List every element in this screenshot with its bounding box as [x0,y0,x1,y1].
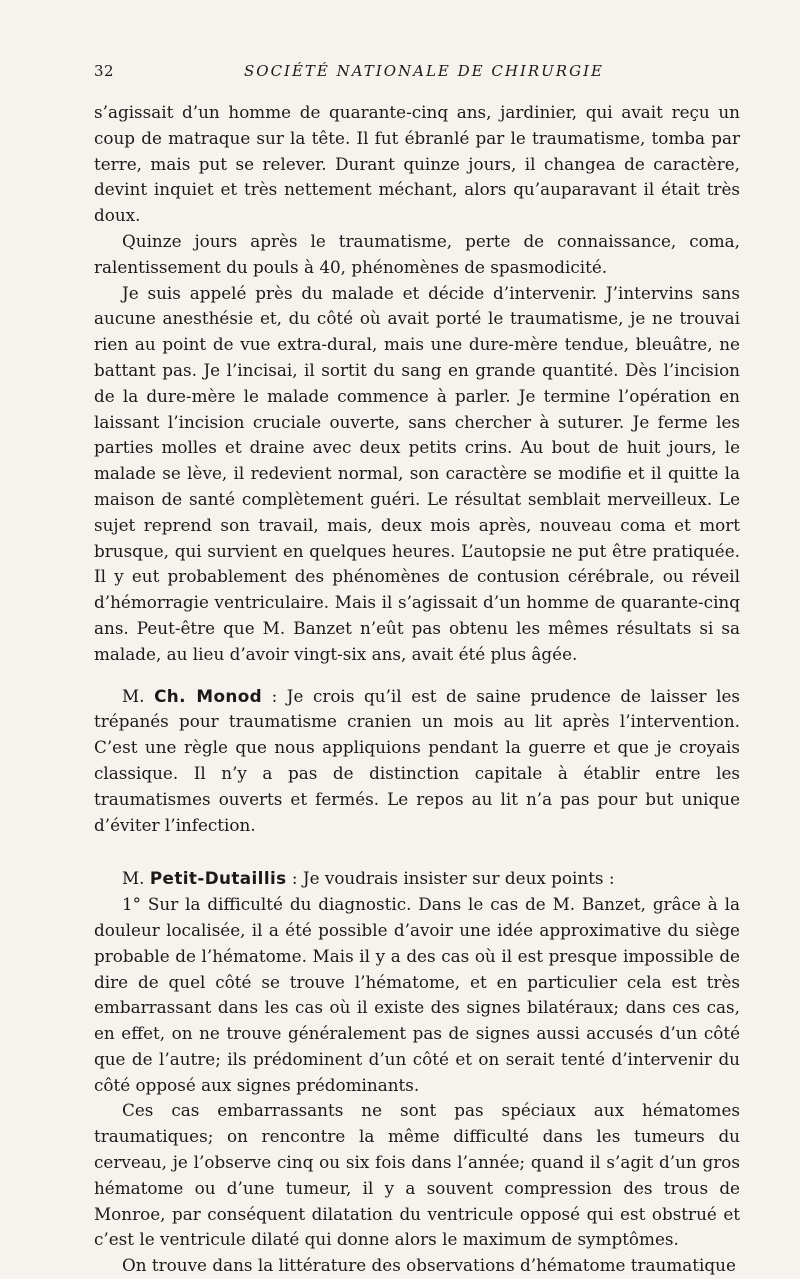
running-head [94,62,740,84]
speaker-petit-dutaillis: Petit-Dutaillis [149,868,287,889]
page-number: 32 [94,62,115,80]
speaker-prefix: M. [122,685,155,706]
paragraph-literature: On trouve dans la littérature des observations d’hématome traumatique [122,1255,736,1276]
statement-monod: : Je crois qu’il est de saine prudence de laisser les trépanés pour traumatisme cranien un mois au lit après l’intervention. C’est une règle que nous appliquions pendant la guerre et que je croyais classique. Il n’y a pas de distinction capitale à établir entre les traumatismes ouverts et fermés. Le repos au lit n’a pas pour but unique d’éviter l’infection. [94,685,741,835]
paragraph-embarrassing-cases: Ces cas embarrassants ne sont pas spéciaux aux hématomes traumatiques; on rencontre la même difficulté dans les tumeurs du cerveau, je l’observe cinq ou six fois dans l’année; quand il s’agit d’un gros hématome ou d’une tumeur, il y a souvent compression des trous de Monroe, par conséquent dilatation du ventricule opposé qui est obstrué et c’est le ventricule dilaté qui donne alors le maximum de symptômes. [94,1100,740,1250]
speaker-monod: Ch. Monod [154,685,263,706]
paragraph-operation: Je suis appelé près du malade et décide d’intervenir. J’intervins sans aucune anesthésie et, du côté où avait porté le traumatisme, je ne trouvai rien au point de vue extra-dural, mais une dure-mère tendue, bleuâtre, ne battant pas. Je l’incisai, il sortit du sang en grande quantité. Dès l’incision de la dure-mère le malade commence à parler. Je termine l’opération en laissant l’incision cruciale ouverte, sans chercher à suturer. Je ferme les parties molles et draine avec deux petits crins. Au bout de huit jours, le malade se lève, il redevient normal, son caractère se modifie et il quitte la maison de santé complètement guéri. Le résultat semblait merveilleux. Le sujet reprend son travail, mais, deux mois après, nouveau coma et mort brusque, qui survient en quelques heures. L’autopsie ne put être pratiquée. Il y eut probablement des phénomènes de contusion cérébrale, ou réveil d’hémorragie ventriculaire. Mais il s’agissait d’un homme de quarante-cinq ans. Peut-être que M. Banzet n’eût pas obtenu les mêmes résultats si sa malade, au lieu d’avoir vingt-six ans, avait été plus âgée. [94,282,740,664]
paragraph-symptoms: Quinze jours après le traumatisme, perte de connaissance, coma, ralentissement du pouls à 40, phénomènes de spasmodicité. [94,230,740,277]
paragraph-diagnostic: 1° Sur la difficulté du diagnostic. Dans le cas de M. Banzet, grâce à la douleur localisée, il a été possible d’avoir une idée approximative du siège probable de l’hématome. Mais il y a des cas où il est presque impossible de dire de quel côté se trouve l’hématome, et en particulier cela est très embarrassant dans les cas où il existe des signes bilatéraux; dans ces cas, en effet, on ne trouve généralement pas de signes aussi accusés d’un côté que de l’autre; ils prédominent d’un côté et on serait tenté d’intervenir du côté opposé aux signes prédominants. [94,894,740,1095]
paragraph-petit-dutaillis [94,866,740,892]
journal-title: SOCIÉTÉ NATIONALE DE CHIRURGIE [244,62,604,80]
paragraph-monod [94,684,740,839]
speaker-prefix: M. [122,868,150,889]
statement-petit-dutaillis: : Je voudrais insister sur deux points : [286,868,615,889]
body-text [94,100,740,1279]
paragraph-continuation: s’agissait d’un homme de quarante-cinq ans, jardinier, qui avait reçu un coup de matraque sur la tête. Il fut ébranlé par le traumatisme, tomba par terre, mais put se relever. Durant quinze jours, il changea de caractère, devint inquiet et très nettement méchant, alors qu’auparavant il était très doux. [94,102,740,226]
